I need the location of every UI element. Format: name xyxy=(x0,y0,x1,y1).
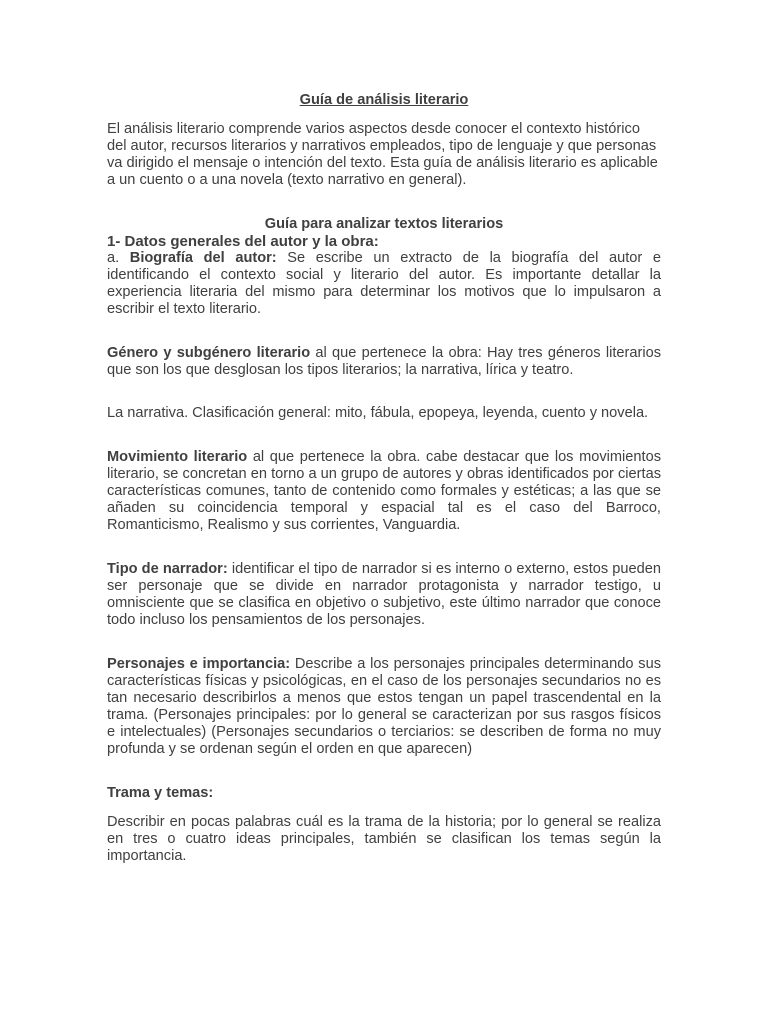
narrador-paragraph xyxy=(107,561,661,629)
document-title: Guía de análisis literario xyxy=(299,92,469,108)
movimiento-text: al que pertenece la obra. cabe destacar que los movimientos literario, se concretan en torno a un grupo de autores y obras identificados por ciertas características comunes, tanto de contenido como formales y estéticas; a las que se añaden su coincidencia temporal y espacial tal es el caso del Barroco, Romanticismo, Realismo y sus corrientes, Vanguardia. xyxy=(107,449,661,533)
trama-heading: Trama y temas: xyxy=(107,785,214,801)
intro-paragraph: El análisis literario comprende varios aspectos desde conocer el contexto histórico del autor, recursos literarios y narrativos empleados, tipo de lenguaje y que personas va dirigido el mensaje o intención del texto. Esta guía de análisis literario es aplicable a un cuento o a una novela (texto narrativo en general). xyxy=(107,121,658,188)
genero-label: Género y subgénero literario xyxy=(107,345,311,361)
biografia-label: Biografía del autor: xyxy=(129,250,277,266)
narrador-text: identificar el tipo de narrador si es interno o externo, estos pueden ser personaje que se divide en narrador protagonista y narrador testigo, u omnisciente que se clasifica en objetivo o subjetivo, este último narrador que conoce todo incluso los pensamientos de los personajes. xyxy=(107,561,661,628)
personajes-text: Describe a los personajes principales determinando sus características físicas y psicológicas, en el caso de los personajes secundarios no es tan necesario describirlos a menos que estos tengan un papel trascendental en la trama. (Personajes principales: por lo general se caracterizan por sus rasgos físicos e intelectuales) (Personajes secundarios o terciarios: se describen de forma no muy profunda y se ordenan según el orden en que aparecen) xyxy=(107,656,661,757)
narrativa-paragraph: La narrativa. Clasificación general: mito, fábula, epopeya, leyenda, cuento y novela. xyxy=(107,405,649,421)
movimiento-label: Movimiento literario xyxy=(107,449,248,465)
section-subtitle: Guía para analizar textos literarios xyxy=(264,216,504,232)
biografia-paragraph xyxy=(107,250,661,318)
narrador-label: Tipo de narrador: xyxy=(107,561,228,577)
biografia-text: Se escribe un extracto de la biografía del autor e identificando el contexto social y literario del autor. Es importante detallar la experiencia literaria del mismo para determinar los motivos que lo impulsaron a escribir el texto literario. xyxy=(107,250,661,317)
biografia-prefix: a. xyxy=(107,250,130,266)
genero-text: al que pertenece la obra: Hay tres géneros literarios que son los que desglosan los tipos literarios; la narrativa, lírica y teatro. xyxy=(107,345,661,378)
personajes-label: Personajes e importancia: xyxy=(107,656,291,672)
movimiento-paragraph xyxy=(107,449,661,534)
document-page xyxy=(107,92,661,865)
genero-paragraph xyxy=(107,345,661,379)
trama-paragraph: Describir en pocas palabras cuál es la trama de la historia; por lo general se realiza en tres o cuatro ideas principales, también se clasifican los temas según la importancia. xyxy=(107,814,661,864)
personajes-paragraph xyxy=(107,656,661,758)
section-1-heading: 1- Datos generales del autor y la obra: xyxy=(107,233,379,250)
